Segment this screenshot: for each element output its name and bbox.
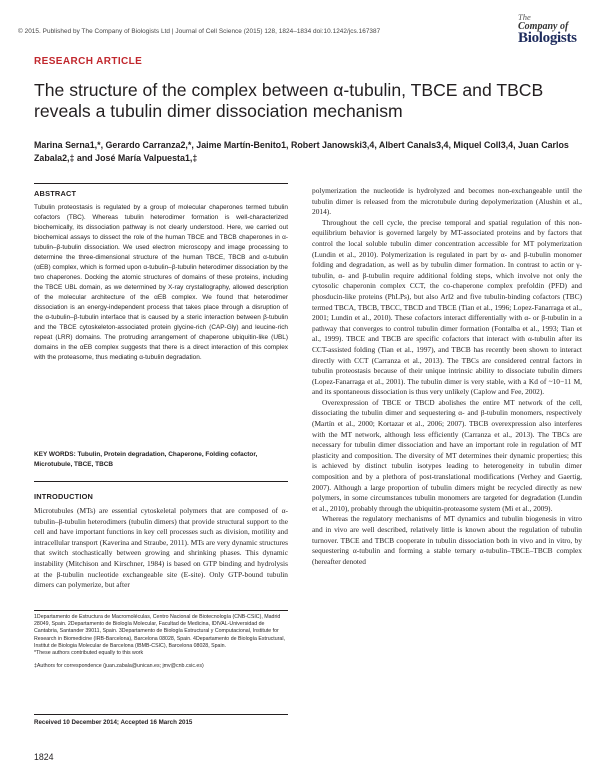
author-list: Marina Serna1,*, Gerardo Carranza2,*, Jaime Martín-Benito1, Robert Janowski3,4, Albert Canals3,4, Miquel Coll3,4, Juan Carlos Zabala2,‡ and José María Valpuesta1,‡ xyxy=(34,140,569,163)
page-number: 1824 xyxy=(34,752,54,762)
received-rule xyxy=(34,714,288,715)
right-paragraph-3: Overexpression of TBCE or TBCD abolishes the entire MT network of the cell, dissociating the tubulin dimer and sequestering α- and β-tubulin monomers, respectively (Martín et al., 2000; Kortazar et al., 2006; 2007). TBCB overexpression also interferes with the MT network, although less efficiently (Carranza et al., 2013). The TBCs are necessary for tubulin dimer dissociation and have an important role in regulation of MT plasticity and composition. The diversity of MT determines their dynamic properties; this is achieved by distinct tubulin isotypes leading to heterogeneity in tubulin dimer composition and by a plethora of post-translational modifications (Verhey and Gaertig, 2007). Although a large proportion of tubulin dimers might be recycled directly as new polymers, in some circumstances tubulin monomers are targeted for degradation (Lundin et al., 2010), probably through the ubiquitin-proteasome system (Mi et al., 2009). xyxy=(312,397,582,513)
right-column-text xyxy=(312,186,582,567)
article-title: The structure of the complex between α-tubulin, TBCE and TBCB reveals a tubulin dimer dissociation mechanism xyxy=(34,80,544,121)
abstract-heading: ABSTRACT xyxy=(34,189,77,198)
affiliations: 1Departamento de Estructura de Macromoléculas, Centro Nacional de Biotecnología (CNB-CSIC), Madrid 28049, Spain. 2Departamento de Biología Molecular, Facultad de Medicina, IDIVAL-Universidad de Cantabria, Santander 39011, Spain. 3Departamento de Biología Estructural y Computacional, Institute for Research in Biomedicine (IRB-Barcelona), Barcelona 08028, Spain. 4Departamento de Biología Estructural, Institut de Biologia Molecular de Barcelona (IBMB-CSIC), Barcelona 08028, Spain. xyxy=(34,614,285,649)
affiliation-footnotes xyxy=(34,614,288,670)
right-paragraph-2: Throughout the cell cycle, the precise temporal and spatial regulation of this non-equilibrium behavior is governed largely by MT-associated proteins and by factors that control the local soluble tubulin dimer concentration accessible for MT polymerization (Lundin et al., 2010). Polymerization is regulated in part by α- and β-tubulin monomer folding and degradation, as well as by tubulin dimer formation. In contrast to actin or γ-tubulin, α- and β-tubulin require additional folding steps, which involve not only the cytosolic chaperonin complex CCT, the co-chaperone complex prefoldin (PFD) and phosducin-like proteins (PhLPs), but also Arl2 and five tubulin-binding cofactors (TBC) termed TBCA, TBCB, TBCC, TBCD and TBCE (Tian et al., 1996; Lopez-Fanarraga et al., 2001; Lundin et al., 2010). These cofactors interact differentially with α- or β-tubulin in a pathway that converges to control tubulin dimer formation (Fontalba et al., 1993; Tian et al., 1999). TBCE and TBCB are specific cofactors that interact with α-tubulin after its CCT-assisted folding (Tian et al., 1997), and TBCB has recently been shown to interact directly with CCT (Carranza et al., 2013). The TBCs are considered central factors in tubulin proteostasis because of their unique intrinsic ability to dissociate tubulin dimers (Lopez-Fanarraga et al., 2001). The tubulin dimer is very stable, with a Kd of ~10−11 M, and its spontaneous dissociation is thus very unlikely (Caplow and Fee, 2002). xyxy=(312,217,582,397)
introduction-paragraph: Microtubules (MTs) are essential cytoskeletal polymers that are composed of α-tubulin–β-tubulin heterodimers (tubulin dimers) that provide structural support to the cell and have important functions in key cell processes such as division, motility and intracellular transport (Kaverina and Straube, 2011). MTs are very dynamic structures that switch stochastically between growing and shrinking phases. This dynamic instability (Mitchison and Kirschner, 1984) is based on GTP binding and hydrolysis at the β-tubulin nucleotide exchangeable site (E-site). Only GTP-bound tubulin dimers can polymerize, but after xyxy=(34,506,288,590)
right-paragraph-4: Whereas the regulatory mechanisms of MT dynamics and tubulin biogenesis in vitro and in vivo are well described, relatively little is known about the regulation of tubulin turnover. TBCE and TBCB cooperate in tubulin dissociation both in vivo and in vitro, by sequestering α-tubulin and forming a stable ternary α-tubulin–TBCE–TBCB complex (hereafter denoted xyxy=(312,514,582,566)
footnote-rule xyxy=(34,610,288,611)
correspondence-note: ‡Authors for correspondence (juan.zabala@unican.es; jmv@cnb.csic.es) xyxy=(34,663,204,670)
keywords: KEY WORDS: Tubulin, Protein degradation, Chaperone, Folding cofactor, Microtubule, TBCE, TBCB xyxy=(34,451,258,468)
logo-company: Company of xyxy=(518,21,569,32)
received-dates: Received 10 December 2014; Accepted 16 March 2015 xyxy=(34,719,193,726)
article-type: RESEARCH ARTICLE xyxy=(34,56,143,67)
abstract-text: Tubulin proteostasis is regulated by a group of molecular chaperones termed tubulin cofactors (TBC). Whereas tubulin heterodimer formation is well-characterized biochemically, its dissociation pathway is not clearly understood. Here, we carried out biochemical assays to dissect the role of the human TBCE and TBCB chaperones in α-tubulin–β-tubulin dissociation. We used electron microscopy and image processing to determine the three-dimensional structure of the human TBCE, TBCB and α-tubulin (αEB) complex, which is formed upon α-tubulin–β-tubulin heterodimer dissociation by the two chaperones. Docking the atomic structures of domains of these proteins, including the TBCE UBL domain, as we determined by X-ray crystallography, allowed description of the molecular architecture of the αEB complex. We found that heterodimer dissociation is an energy-independent process that takes place through a disruption of the α-tubulin–β-tubulin interface that is caused by a steric interaction between β-tubulin and the TBCE cytoskeleton-associated protein glycine-rich (CAP-Gly) and leucine-rich repeat (LRR) domains. The protruding arrangement of chaperone ubiquitin-like (UBL) domains in the αEB complex suggests that there is a direct interaction of this complex with the proteasome, thus mediating α-tubulin degradation. xyxy=(34,204,288,361)
keywords-bottom-rule xyxy=(34,481,288,482)
right-paragraph-1: polymerization the nucleotide is hydrolyzed and becomes non-exchangeable until the tubulin dimer is released from the microtubule during depolymerization (Alushin et al., 2014). xyxy=(312,186,582,217)
logo-biologists: Biologists xyxy=(518,30,577,46)
journal-citation: © 2015. Published by The Company of Biologists Ltd | Journal of Cell Science (2015) 128, 1824–1834 doi:10.1242/jcs.167387 xyxy=(18,28,381,35)
publisher-logo xyxy=(518,12,586,46)
equal-contribution-note: *These authors contributed equally to this work xyxy=(34,650,144,657)
introduction-heading: INTRODUCTION xyxy=(34,492,94,501)
abstract-top-rule xyxy=(34,183,288,184)
introduction-text xyxy=(34,506,288,591)
logo-the: The xyxy=(518,12,531,22)
